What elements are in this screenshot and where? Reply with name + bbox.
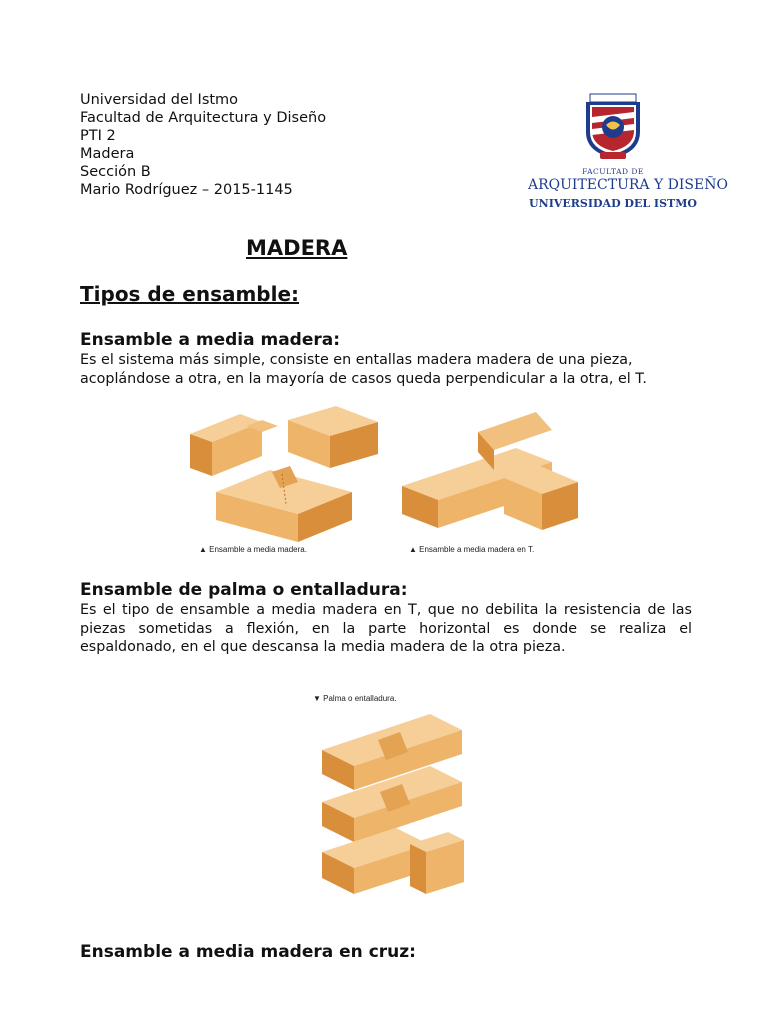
logo-faculty-small: FACULTAD DE (582, 167, 644, 176)
university-logo (528, 92, 728, 214)
heading-palma-entalladura: Ensamble de palma o entalladura: (80, 580, 408, 600)
caption-palma: ▼ Palma o entalladura. (313, 694, 397, 703)
paragraph-palma-entalladura: Es el tipo de ensamble a media madera en T, que no debilita la resistencia de las piezas sometidas a flexión, en la parte horizontal es donde se realiza el espaldonado, en el que descansa la media madera de la otra pieza. (80, 602, 692, 655)
crest-icon (528, 92, 698, 162)
figure-half-lap-joints (186, 400, 586, 560)
section-title: Tipos de ensamble: (80, 282, 300, 306)
header-info (80, 91, 326, 199)
figure-palma-entalladura (300, 706, 480, 906)
header-university: Universidad del Istmo (80, 92, 239, 108)
joint-palma-stack (322, 714, 464, 894)
logo-faculty-name: ARQUITECTURA Y DISEÑO (528, 177, 728, 193)
paragraph-line: Es el sistema más simple, consiste en entallas madera madera de una pieza, (80, 352, 633, 368)
caption-half-lap: ▲ Ensamble a media madera. (199, 545, 307, 554)
joint-t-half-lap (402, 412, 578, 530)
heading-media-madera: Ensamble a media madera: (80, 330, 341, 350)
heading-media-madera-cruz: Ensamble a media madera en cruz: (80, 942, 416, 962)
logo-university: UNIVERSIDAD DEL ISTMO (529, 197, 697, 210)
joint-corner-half-lap (190, 406, 378, 542)
header-topic: Madera (80, 146, 135, 162)
header-faculty: Facultad de Arquitectura y Diseño (80, 110, 327, 126)
header-course: PTI 2 (80, 128, 116, 144)
paragraph-line: acoplándose a otra, en la mayoría de casos queda perpendicular a la otra, el T. (80, 370, 647, 387)
caption-t-half-lap: ▲ Ensamble a media madera en T. (409, 545, 535, 554)
header-author: Mario Rodríguez – 2015-1145 (80, 182, 293, 198)
header-section: Sección B (80, 164, 151, 180)
document-title: MADERA (246, 236, 348, 260)
paragraph-media-madera (80, 351, 692, 388)
